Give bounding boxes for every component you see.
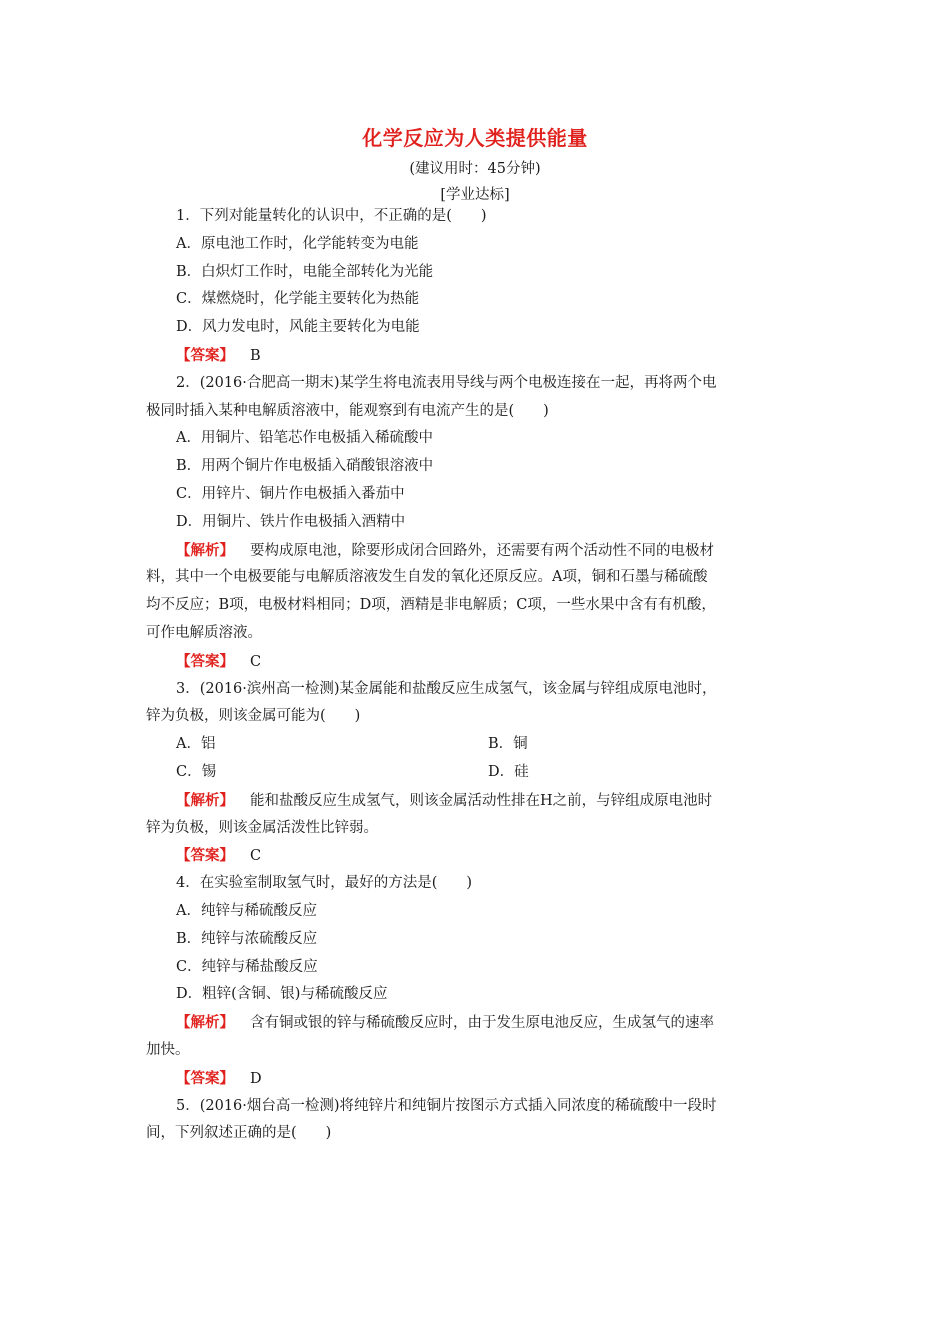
question-3-option-a: A．铝: [176, 736, 216, 753]
suggested-time: (建议用时：45分钟): [409, 161, 541, 177]
question-1-option-c: C．煤燃烧时，化学能主要转化为热能: [176, 291, 420, 308]
question-4-analysis-cont: 加快。: [146, 1041, 190, 1058]
question-3-options-row-2: [146, 759, 808, 787]
analysis-label: 【解析】: [176, 1014, 234, 1032]
question-4-analysis: [146, 1009, 808, 1037]
question-1-stem: 1．下列对能量转化的认识中，不正确的是( ): [176, 208, 487, 224]
question-2-analysis-cont: 均不反应；B项，电极材料相同；D项，酒精是非电解质；C项，一些水果中含有有机酸，: [146, 597, 716, 614]
question-2-option-d: D．用铜片、铁片作电极插入酒精中: [176, 513, 406, 530]
analysis-text: 含有铜或银的锌与稀硫酸反应时，由于发生原电池反应，生成氢气的速率: [250, 1015, 714, 1032]
answer-label: 【答案】: [176, 652, 234, 670]
question-1-option-d: D．风力发电时，风能主要转化为电能: [176, 319, 420, 336]
analysis-text: 能和盐酸反应生成氢气，则该金属活动性排在H之前，与锌组成原电池时: [250, 792, 713, 809]
question-4-option-d: D．粗锌(含铜、银)与稀硫酸反应: [176, 986, 388, 1003]
question-3-option-c: C．锡: [176, 763, 217, 780]
question-list: [146, 203, 808, 1148]
question-3-options-row-1: [146, 731, 808, 759]
question-2-stem-cont: 极同时插入某种电解质溶液中，能观察到有电流产生的是( ): [146, 402, 549, 419]
analysis-label: 【解析】: [176, 541, 234, 559]
answer-value: C: [250, 653, 262, 670]
section-heading: [学业达标]: [440, 187, 510, 203]
question-3-option-d: D．硅: [488, 763, 529, 780]
question-2-analysis-cont: 可作电解质溶液。: [146, 624, 262, 641]
question-3-answer: [146, 842, 808, 870]
answer-value: D: [250, 1070, 262, 1087]
question-4-option-b: B．纯锌与浓硫酸反应: [176, 930, 318, 947]
answer-value: B: [250, 347, 261, 364]
question-2-stem: 2．(2016·合肥高一期末)某学生将电流表用导线与两个电极连接在一起，再将两个电: [176, 374, 717, 391]
question-4-stem: 4．在实验室制取氢气时，最好的方法是( ): [176, 875, 473, 892]
question-2-analysis-cont: 料，其中一个电极要能与电解质溶液发生自发的氧化还原反应。A项，铜和石墨与稀硫酸: [146, 569, 708, 586]
analysis-text: 要构成原电池，除要形成闭合回路外，还需要有两个活动性不同的电极材: [250, 542, 714, 559]
question-3-stem: 3．(2016·滨州高一检测)某金属能和盐酸反应生成氢气，该金属与锌组成原电池时，: [176, 680, 717, 697]
question-3-analysis: [146, 787, 808, 815]
question-3-option-b: B．铜: [488, 736, 528, 753]
answer-label: 【答案】: [176, 847, 234, 865]
question-4-option-c: C．纯锌与稀盐酸反应: [176, 958, 318, 975]
analysis-label: 【解析】: [176, 791, 234, 809]
question-1-option-a: A．原电池工作时，化学能转变为电能: [176, 235, 419, 252]
answer-label: 【答案】: [176, 346, 234, 364]
question-2-option-b: B．用两个铜片作电极插入硝酸银溶液中: [176, 458, 434, 475]
document-title: 化学反应为人类提供能量: [362, 126, 588, 150]
question-2-analysis: [146, 537, 808, 565]
question-4-answer: [146, 1065, 808, 1093]
question-2-option-a: A．用铜片、铅笔芯作电极插入稀硫酸中: [176, 430, 433, 447]
question-1-option-b: B．白炽灯工作时，电能全部转化为光能: [176, 263, 434, 280]
question-2-answer: [146, 648, 808, 676]
answer-value: C: [250, 848, 262, 865]
question-1-answer: [146, 342, 808, 370]
question-4-option-a: A．纯锌与稀硫酸反应: [176, 902, 317, 919]
question-2-option-c: C．用锌片、铜片作电极插入番茄中: [176, 485, 405, 502]
answer-label: 【答案】: [176, 1069, 234, 1087]
question-5-stem-cont: 间，下列叙述正确的是( ): [146, 1125, 332, 1142]
question-3-stem-cont: 锌为负极，则该金属可能为( ): [146, 708, 361, 725]
question-3-analysis-cont: 锌为负极，则该金属活泼性比锌弱。: [146, 819, 378, 836]
question-5-stem: 5．(2016·烟台高一检测)将纯锌片和纯铜片按图示方式插入同浓度的稀硫酸中一段时: [176, 1097, 717, 1114]
